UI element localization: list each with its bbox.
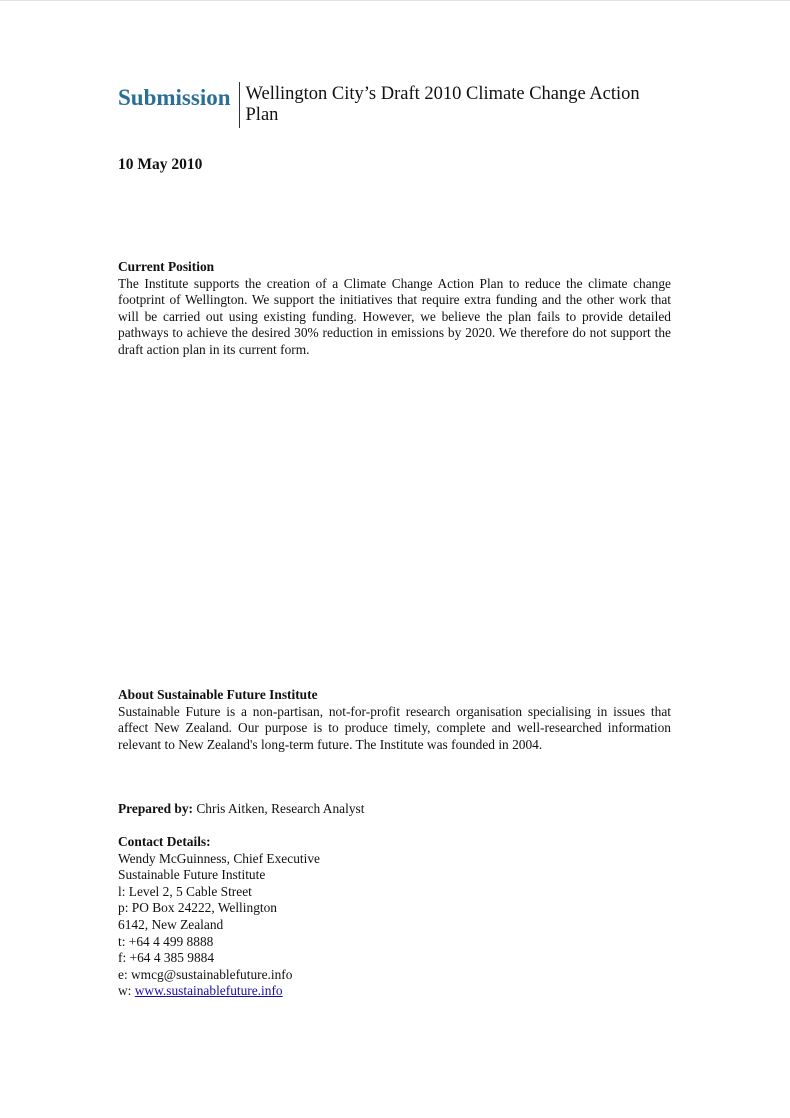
document-title: Wellington City’s Draft 2010 Climate Change Action Plan: [245, 84, 640, 125]
about-heading: About Sustainable Future Institute: [118, 687, 318, 702]
website-prefix: w:: [118, 983, 135, 999]
contact-postcode: 6142, New Zealand: [118, 916, 224, 932]
about-body: Sustainable Future is a non-partisan, not-for-profit research organisation specialising in issues that affect New Zealand. Our purpose is to produce timely, complete and well-researched information relevant to New Zealand's long-term future. The Institute was founded in 2004.: [118, 703, 671, 752]
about-section: [118, 687, 671, 753]
contact-heading: Contact Details:: [118, 834, 211, 849]
contact-details: [118, 834, 320, 1000]
contact-name: Wendy McGuinness, Chief Executive: [118, 850, 320, 866]
prepared-by: [118, 801, 364, 818]
website-link[interactable]: www.sustainablefuture.info: [134, 983, 283, 999]
document-header: [118, 82, 646, 128]
current-position-section: [118, 259, 671, 359]
contact-location: l: Level 2, 5 Cable Street: [118, 883, 252, 899]
contact-fax: f: +64 4 385 9884: [118, 950, 215, 966]
page-top-border: [0, 0, 790, 1]
contact-organisation: Sustainable Future Institute: [118, 867, 266, 883]
submission-date: 10 May 2010: [118, 156, 203, 173]
submission-label: Submission: [118, 85, 231, 110]
contact-po-box: p: PO Box 24222, Wellington: [118, 900, 277, 916]
contact-email: e: wmcg@sustainablefuture.info: [118, 966, 293, 982]
prepared-by-label: Prepared by:: [118, 801, 194, 816]
contact-website: [118, 983, 320, 1000]
current-position-body: The Institute supports the creation of a Climate Change Action Plan to reduce the climate change footprint of Wellington. We support the initiatives that require extra funding and the other work that will be carried out using existing funding. However, we believe the plan fails to provide detailed pathways to achieve the desired 30% reduction in emissions by 2020. We therefore do not support the draft action plan in its current form.: [118, 275, 671, 357]
header-divider: [239, 82, 240, 128]
contact-phone: t: +64 4 499 8888: [118, 933, 214, 949]
prepared-by-value: Chris Aitken, Research Analyst: [193, 801, 365, 816]
current-position-heading: Current Position: [118, 259, 215, 274]
